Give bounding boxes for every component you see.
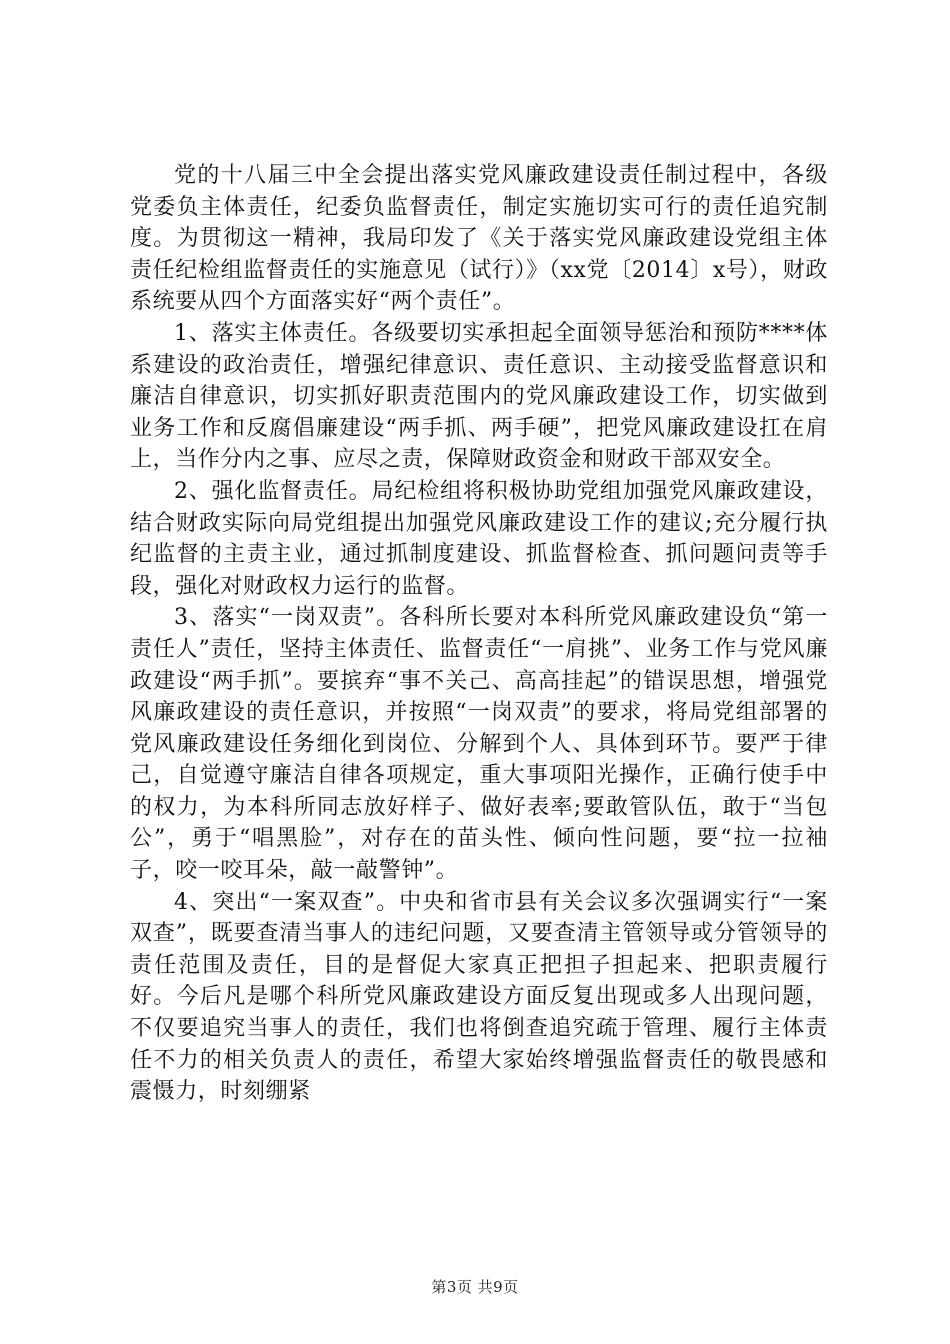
document-body: [130, 160, 828, 1108]
paragraph-item-1: 1、落实主体责任。各级要切实承担起全面领导惩治和预防****体系建设的政治责任，增强纪律意识、责任意识、主动接受监督意识和廉洁自律意识，切实抓好职责范围内的党风廉政建设工作，切实做到业务工作和反腐倡廉建设“两手抓、两手硬”，把党风廉政建设扛在肩上，当作分内之事、应尽之责，保障财政资金和财政干部双安全。: [130, 320, 828, 473]
paragraph-item-2: 2、强化监督责任。局纪检组将积极协助党组加强党风廉政建设，结合财政实际向局党组提出加强党风廉政建设工作的建议;充分履行执纪监督的主责主业，通过抓制度建设、抓监督检查、抓问题问责等手段，强化对财政权力运行的监督。: [130, 478, 828, 599]
paragraph-intro: 党的十八届三中全会提出落实党风廉政建设责任制过程中，各级党委负主体责任，纪委负监督责任，制定实施切实可行的责任追究制度。为贯彻这一精神，我局印发了《关于落实党风廉政建设党组主体责任纪检组监督责任的实施意见（试行）》（xx党〔2014〕x号），财政系统要从四个方面落实好“两个责任”。: [130, 163, 828, 315]
page-footer: 第3页 共9页: [431, 1278, 519, 1296]
paragraph-item-4: 4、突出“一案双查”。中央和省市县有关会议多次强调实行“一案双查”，既要查清当事人的违纪问题，又要查清主管领导或分管领导的责任范围及责任，目的是督促大家真正把担子担起来、把职责履行好。今后凡是哪个科所党风廉政建设方面反复出现或多人出现问题，不仅要追究当事人的责任，我们也将倒查追究疏于管理、履行主体责任不力的相关负责人的责任，希望大家始终增强监督责任的敬畏感和震慑力，时刻绷紧: [130, 889, 828, 1105]
paragraph-item-3: 3、落实“一岗双责”。各科所长要对本科所党风廉政建设负“第一责任人”责任，坚持主体责任、监督责任“一肩挑”、业务工作与党风廉政建设“两手抓”。要摈弃“事不关己、高高挂起”的错误思想，增强党风廉政建设的责任意识，并按照“一岗双责”的要求，将局党组部署的党风廉政建设任务细化到岗位、分解到个人、具体到环节。要严于律己，自觉遵守廉洁自律各项规定，重大事项阳光操作，正确行使手中的权力，为本科所同志放好样子、做好表率;要敢管队伍，敢于“当包公”，勇于“唱黑脸”，对存在的苗头性、倾向性问题，要“拉一拉袖子，咬一咬耳朵，敲一敲警钟”。: [130, 605, 828, 884]
